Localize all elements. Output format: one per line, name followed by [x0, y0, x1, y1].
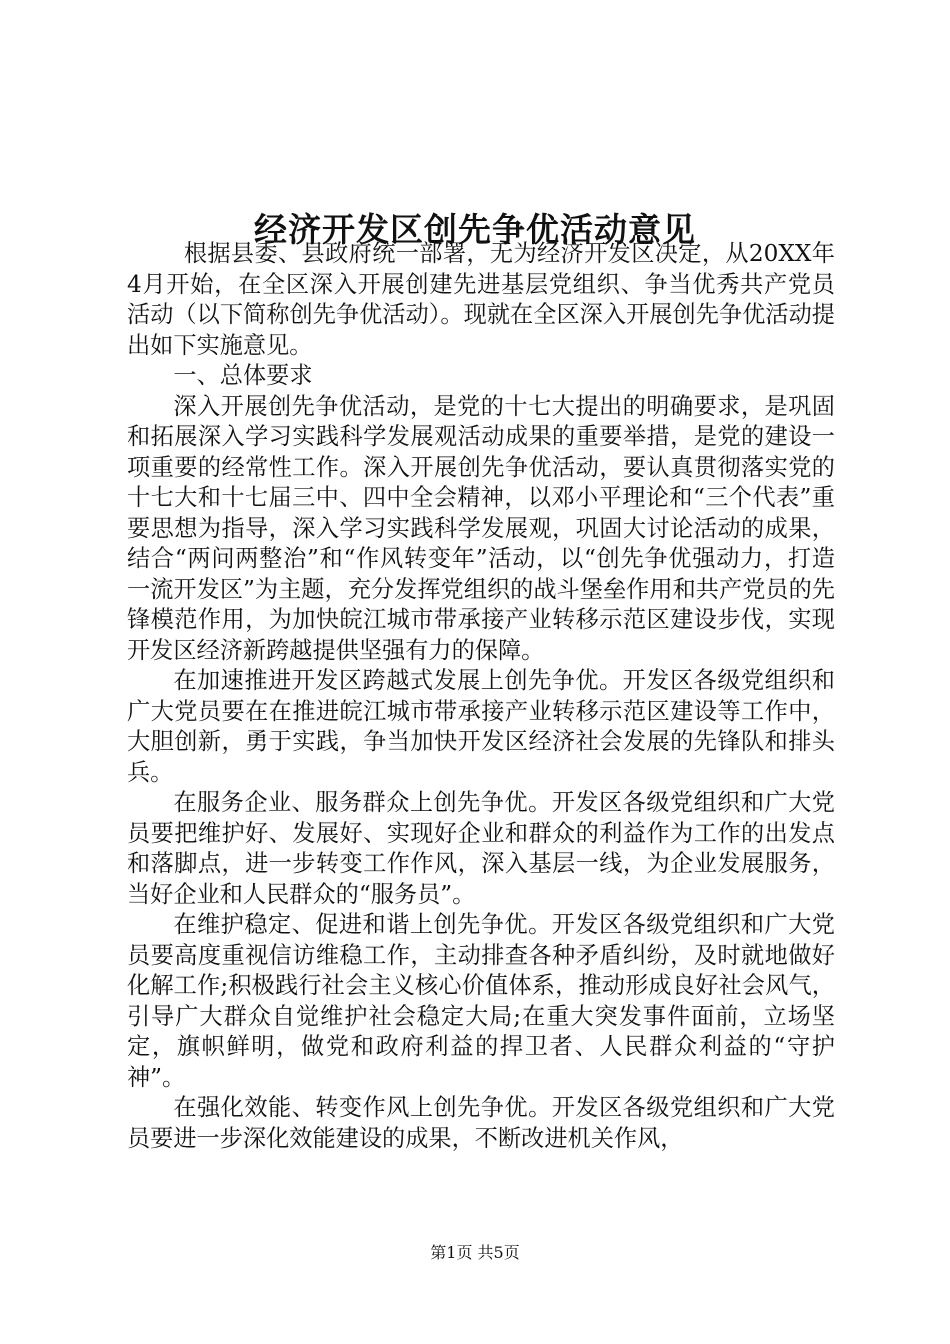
paragraph-general-requirements: 深入开展创先争优活动，是党的十七大提出的明确要求，是巩固和拓展深入学习实践科学发展观活动成果的重要举措，是党的建设一项重要的经常性工作。深入开展创先争优活动，要认真贯彻落实党的十七大和十七届三中、四中全会精神，以邓小平理论和“三个代表”重要思想为指导，深入学习实践科学发展观，巩固大讨论活动的成果，结合“两问两整治”和“作风转变年”活动，以“创先争优强动力，打造一流开发区”为主题，充分发挥党组织的战斗堡垒作用和共产党员的先锋模范作用，为加快皖江城市带承接产业转移示范区建设步伐，实现开发区经济新跨越提供坚强有力的保障。	[127, 392, 835, 664]
document-body	[127, 239, 835, 1154]
paragraph-development: 在加速推进开发区跨越式发展上创先争优。开发区各级党组织和广大党员要在在推进皖江城市带承接产业转移示范区建设等工作中，大胆创新，勇于实践，争当加快开发区经济社会发展的先锋队和排头兵。	[127, 667, 835, 786]
page-number-footer: 第1页 共5页	[430, 1243, 520, 1262]
paragraph-efficiency: 在强化效能、转变作风上创先争优。开发区各级党组织和广大党员要进一步深化效能建设的成果，不断改进机关作风，	[127, 1094, 835, 1152]
paragraph-intro: 根据县委、县政府统一部署，无为经济开发区决定，从20XX年4月开始，在全区深入开展创建先进基层党组织、争当优秀共产党员活动（以下简称创先争优活动）。现就在全区深入开展创先争优活动提出如下实施意见。	[127, 240, 835, 359]
paragraph-service: 在服务企业、服务群众上创先争优。开发区各级党组织和广大党员要把维护好、发展好、实现好企业和群众的利益作为工作的出发点和落脚点，进一步转变工作作风，深入基层一线，为企业发展服务，当好企业和人民群众的“服务员”。	[127, 789, 835, 908]
paragraph-stability: 在维护稳定、促进和谐上创先争优。开发区各级党组织和广大党员要高度重视信访维稳工作，主动排查各种矛盾纠纷，及时就地做好化解工作;积极践行社会主义核心价值体系，推动形成良好社会风气，引导广大群众自觉维护社会稳定大局;在重大突发事件面前，立场坚定，旗帜鲜明，做党和政府利益的捍卫者、人民群众利益的“守护神”。	[127, 911, 835, 1091]
document-title: 经济开发区创先争优活动意见	[254, 210, 696, 250]
section-heading-general-requirements: 一、总体要求	[173, 362, 313, 389]
